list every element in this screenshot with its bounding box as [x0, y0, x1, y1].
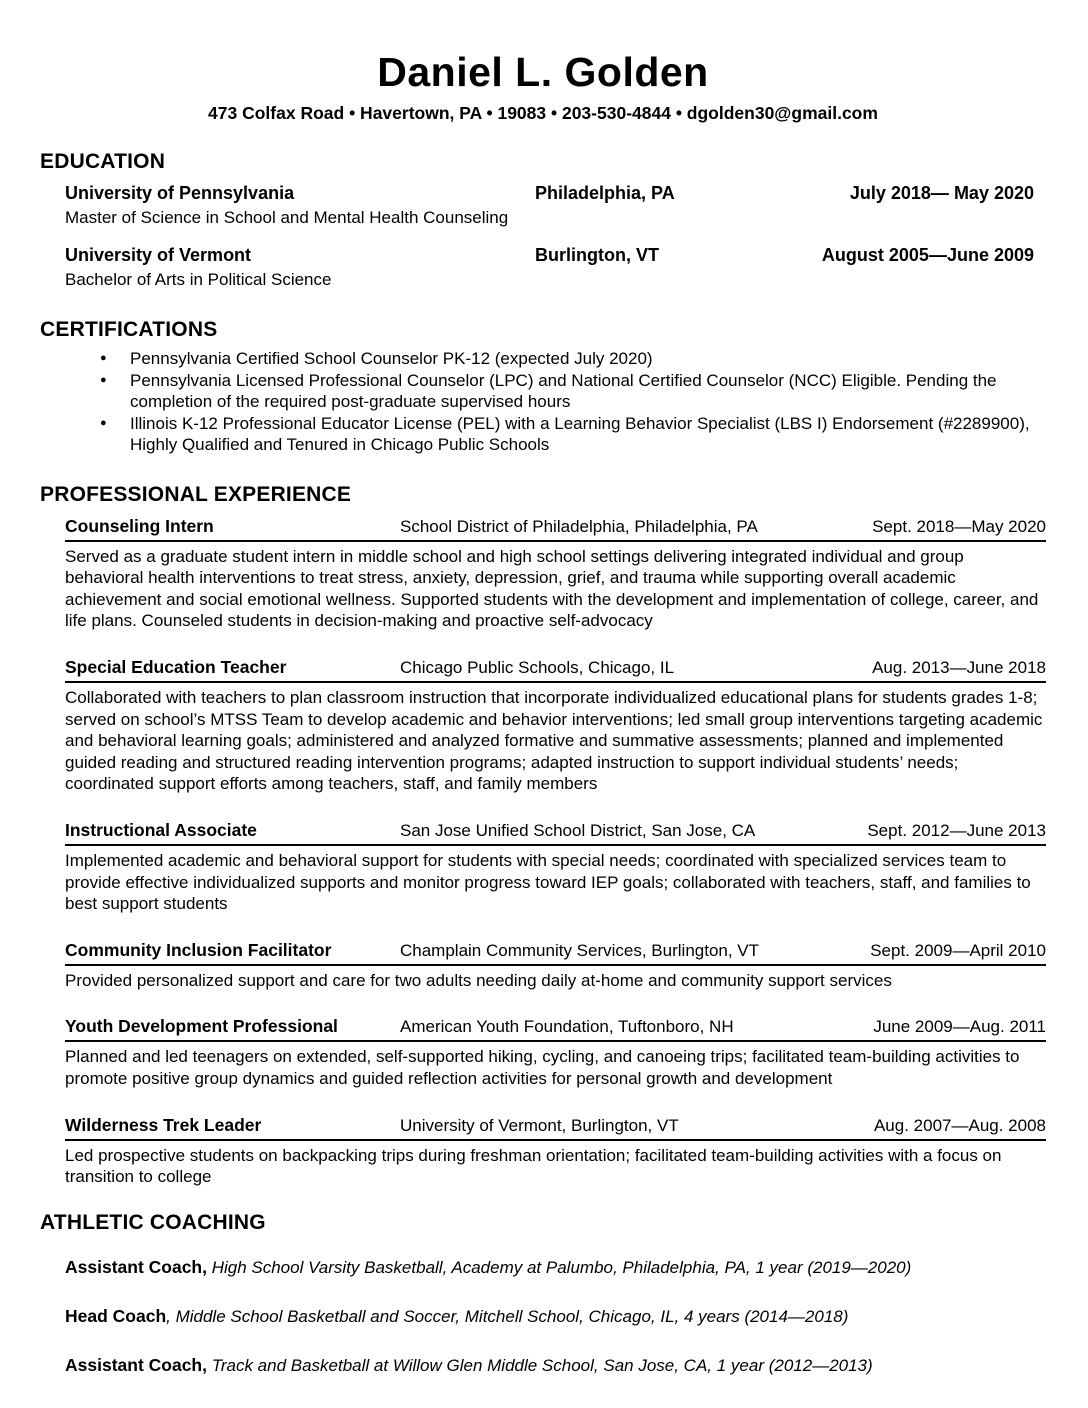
coaching-entry — [65, 1353, 1046, 1378]
coaching-heading: ATHLETIC COACHING — [40, 1210, 266, 1234]
bullet-icon: ● — [100, 352, 107, 365]
job-title: Community Inclusion Facilitator — [65, 939, 332, 960]
certification-text: Illinois K-12 Professional Educator License (PEL) with a Learning Behavior Specialist (LBS I) Endorsement (#2289900), Highly Qualified and Tenured in Chicago Public Schools — [130, 413, 1030, 455]
job-description: Planned and led teenagers on extended, self-supported hiking, cycling, and canoeing trips; facilitated team-building activities to promote positive group dynamics and guided reflection activities for personal growth and development — [65, 1047, 1020, 1088]
bullet-icon: ● — [100, 373, 107, 386]
education-entry-row — [65, 181, 1046, 206]
resume-header — [40, 50, 1046, 124]
degree: Master of Science in School and Mental Health Counseling — [65, 208, 509, 228]
job-description: Collaborated with teachers to plan classroom instruction that incorporate individualized educational plans for students grades 1-8; served on school’s MTSS Team to develop academic and behavior interventions; led small group interventions targeting academic and behavioral learning goals; administered and analyzed formative and summative assessments; planned and implemented guided reading and structured reading intervention programs; adapted instruction to support individual students’ needs; coordinated support efforts among teachers, staff, and family members — [65, 687, 1043, 794]
job-dates: Aug. 2007—Aug. 2008 — [873, 1115, 1046, 1135]
job-header — [65, 1113, 1046, 1141]
school-location: Philadelphia, PA — [535, 183, 675, 204]
coaching-role: Assistant Coach, — [65, 1354, 207, 1375]
job-company: University of Vermont, Burlington, VT — [400, 1115, 679, 1135]
contact-line: 473 Colfax Road • Havertown, PA • 19083 • 203-530-4844 • dgolden30@gmail.com — [208, 103, 878, 124]
bullet-icon: ● — [100, 416, 107, 429]
job-description: Led prospective students on backpacking trips during freshman orientation; facilitated team-building activities with a focus on transition to college — [65, 1145, 1002, 1187]
job-title: Youth Development Professional — [65, 1016, 338, 1037]
job-entry — [65, 655, 1046, 795]
candidate-name: Daniel L. Golden — [377, 49, 709, 95]
job-entry — [65, 818, 1046, 915]
coaching-detail: High School Varsity Basketball, Academy at Palumbo, Philadelphia, PA, 1 year (2019—2020) — [206, 1257, 912, 1277]
coaching-section — [40, 1211, 1046, 1378]
education-heading: EDUCATION — [40, 150, 166, 174]
coaching-items — [40, 1255, 1046, 1378]
degree: Bachelor of Arts in Political Science — [65, 270, 332, 290]
coaching-entry — [65, 1255, 1046, 1280]
certifications-section — [40, 318, 1046, 456]
job-entry — [65, 1014, 1046, 1089]
job-description: Provided personalized support and care for two adults needing daily at-home and community support services — [65, 970, 892, 990]
certification-text: Pennsylvania Licensed Professional Counselor (LPC) and National Certified Counselor (NCC) Eligible. Pending the completion of the required post-graduate supervised hours — [130, 370, 997, 412]
experience-section — [40, 483, 1046, 1188]
list-item — [40, 348, 1046, 370]
education-section — [40, 150, 1046, 292]
school-name: University of Vermont — [65, 245, 252, 266]
job-entry — [65, 938, 1046, 992]
job-company: American Youth Foundation, Tuftonboro, NH — [400, 1017, 734, 1037]
school-dates: August 2005—June 2009 — [821, 245, 1034, 266]
job-description: Implemented academic and behavioral support for students with special needs; coordinated with specialized services team to provide effective individualized supports and monitor progress toward IEP goals; collaborated with teachers, staff, and families to best support students — [65, 850, 1031, 914]
job-description: Served as a graduate student intern in middle school and high school settings delivering integrated individual and group behavioral health interventions to treat stress, anxiety, depression, grief, and trauma while supporting overall academic achievement and social emotional wellness. Supported students with the development and implementation of college, career, and life plans. Counseled students in decision-making and proactive self-advocacy — [65, 546, 1039, 631]
school-name: University of Pennsylvania — [65, 183, 295, 204]
coaching-entry — [65, 1304, 1046, 1329]
job-title: Instructional Associate — [65, 819, 257, 840]
certifications-list — [40, 348, 1046, 456]
job-company: Chicago Public Schools, Chicago, IL — [400, 657, 675, 677]
job-entry — [65, 1113, 1046, 1188]
certifications-heading: CERTIFICATIONS — [40, 318, 218, 342]
experience-jobs — [40, 514, 1046, 1188]
list-item — [40, 413, 1046, 456]
list-item — [40, 370, 1046, 413]
school-location: Burlington, VT — [535, 245, 659, 266]
job-dates: June 2009—Aug. 2011 — [873, 1017, 1046, 1037]
job-title: Wilderness Trek Leader — [65, 1114, 262, 1135]
job-dates: Aug. 2013—June 2018 — [872, 657, 1046, 677]
job-dates: Sept. 2012—June 2013 — [867, 820, 1046, 840]
coaching-role: Assistant Coach, — [65, 1256, 207, 1277]
coaching-detail: Track and Basketball at Willow Glen Middle School, San Jose, CA, 1 year (2012—2013) — [206, 1355, 873, 1375]
education-entry-row — [65, 243, 1046, 268]
education-entry — [65, 181, 1046, 230]
coaching-role: Head Coach — [65, 1305, 167, 1326]
job-dates: Sept. 2009—April 2010 — [870, 940, 1046, 960]
job-header — [65, 514, 1046, 542]
coaching-detail: , Middle School Basketball and Soccer, Mitchell School, Chicago, IL, 4 years (2014—2018) — [166, 1306, 849, 1326]
job-company: San Jose Unified School District, San Jose, CA — [400, 820, 756, 840]
experience-heading: PROFESSIONAL EXPERIENCE — [40, 482, 352, 506]
job-header — [65, 818, 1046, 846]
job-company: School District of Philadelphia, Philadelphia, PA — [400, 516, 758, 536]
job-header — [65, 938, 1046, 966]
certification-text: Pennsylvania Certified School Counselor PK-12 (expected July 2020) — [130, 349, 653, 369]
job-company: Champlain Community Services, Burlington, VT — [400, 940, 760, 960]
education-entry — [65, 243, 1046, 292]
job-header — [65, 655, 1046, 683]
job-title: Counseling Intern — [65, 515, 214, 536]
school-dates: July 2018— May 2020 — [849, 183, 1034, 204]
job-entry — [65, 514, 1046, 632]
education-entries — [40, 181, 1046, 292]
job-title: Special Education Teacher — [65, 656, 287, 677]
job-dates: Sept. 2018—May 2020 — [872, 516, 1046, 536]
job-header — [65, 1014, 1046, 1042]
